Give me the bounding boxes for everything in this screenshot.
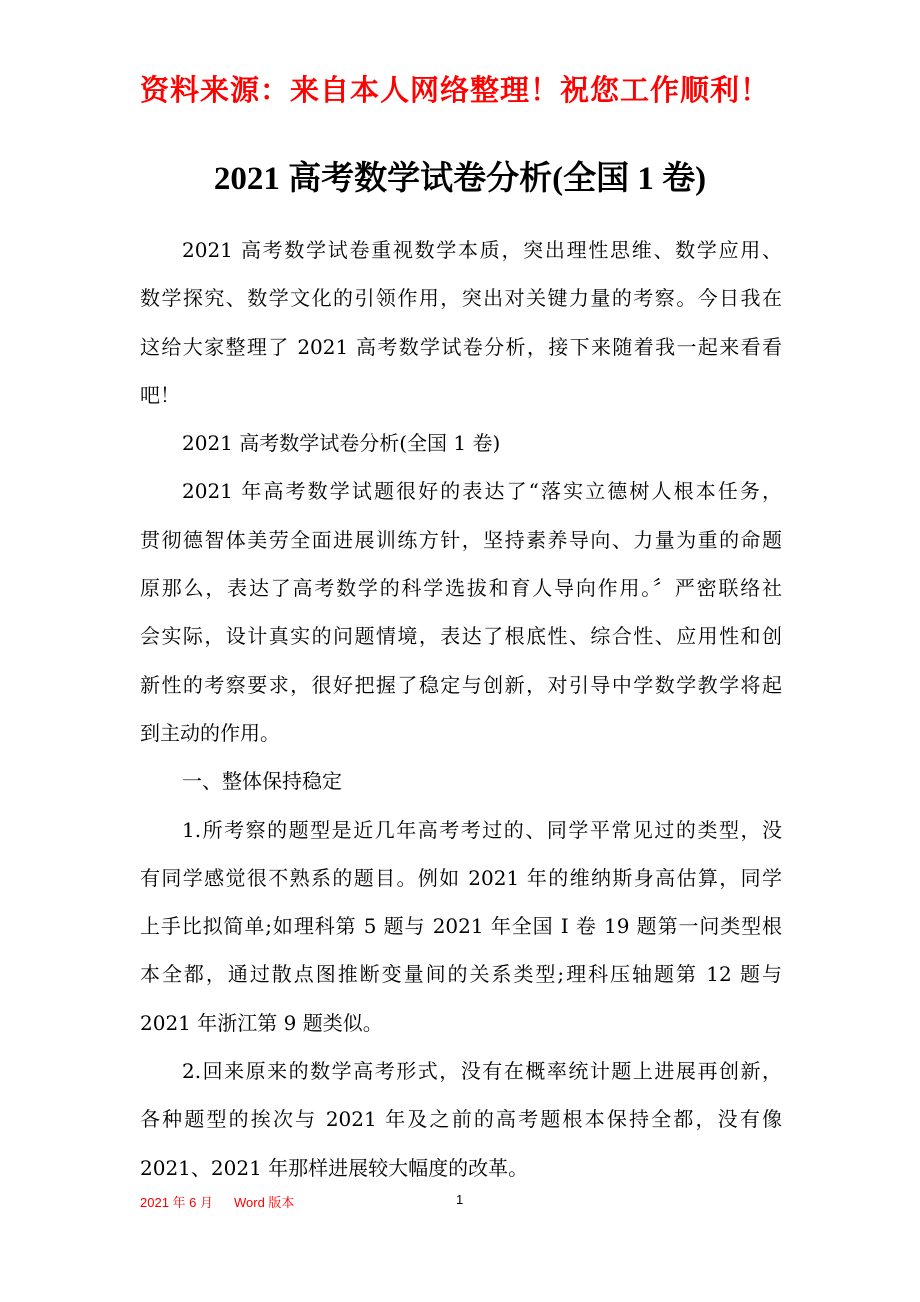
paragraph-line: 一、整体保持稳定	[182, 769, 342, 794]
paragraph-line: 有同学感觉很不熟系的题目。例如 2021 年的维纳斯身高估算，同学	[140, 865, 782, 890]
paragraph-line: 上手比拟简单;如理科第 5 题与 2021 年全国 I 卷 19 题第一问类型根	[140, 914, 782, 939]
paragraph-line: 2021、2021 年那样进展较大幅度的改革。	[140, 1155, 529, 1180]
paragraph-line: 原那么，表达了高考数学的科学选拔和育人导向作用。〞严密联络社	[140, 576, 782, 601]
paragraph-line: 到主动的作用。	[140, 720, 280, 745]
paragraph-line: 2021 年浙江第 9 题类似。	[140, 1010, 383, 1035]
paragraph	[140, 467, 782, 757]
footer-date: 2021 年 6 月	[140, 1195, 213, 1210]
footer-version: Word 版本	[234, 1195, 295, 1210]
paragraph	[140, 419, 782, 467]
paragraph	[140, 1047, 782, 1192]
paragraph-line: 2021 年高考数学试题很好的表达了“落实立德树人根本任务，	[182, 479, 782, 504]
paragraph-line: 数学探究、数学文化的引领作用，突出对关键力量的考察。今日我在	[140, 286, 782, 311]
page-number: 1	[456, 1192, 464, 1207]
paragraph-line: 吧！	[140, 382, 180, 407]
paragraph	[140, 806, 782, 1047]
paragraph-line: 贯彻德智体美劳全面进展训练方针，坚持素养导向、力量为重的命题	[140, 527, 782, 552]
paragraph-line: 2021 高考数学试卷重视数学本质，突出理性思维、数学应用、	[182, 238, 782, 262]
document-title: 2021 高考数学试卷分析(全国 1 卷)	[213, 161, 707, 197]
paragraph-line: 2.回来原来的数学高考形式，没有在概率统计题上进展再创新，	[182, 1059, 782, 1084]
paragraph	[140, 226, 782, 419]
paragraph-line: 1.所考察的题型是近几年高考考过的、同学平常见过的类型，没	[182, 817, 782, 842]
paragraph	[140, 757, 782, 805]
paragraph-line: 会实际，设计真实的问题情境，表达了根底性、综合性、应用性和创	[140, 624, 782, 649]
source-note: 资料来源：来自本人网络整理！祝您工作顺利！	[140, 73, 771, 107]
paragraph-line: 新性的考察要求，很好把握了稳定与创新，对引导中学数学教学将起	[140, 672, 782, 697]
paragraph-line: 本全都，通过散点图推断变量间的关系类型;理科压轴题第 12 题与	[140, 962, 782, 987]
paragraph-line: 各种题型的挨次与 2021 年及之前的高考题根本保持全都，没有像	[140, 1107, 782, 1132]
paragraph-line: 这给大家整理了 2021 高考数学试卷分析，接下来随着我一起来看看	[140, 334, 782, 359]
paragraph-line: 2021 高考数学试卷分析(全国 1 卷)	[182, 431, 501, 456]
document-body	[140, 226, 782, 1192]
